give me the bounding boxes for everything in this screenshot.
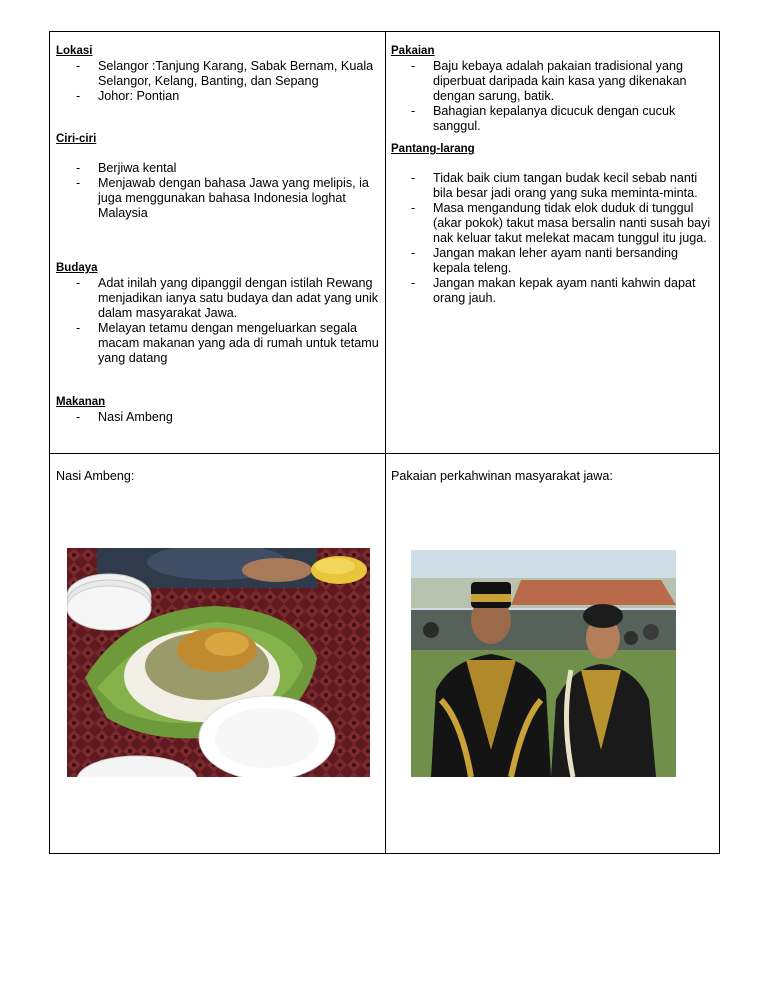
caption-pakaian-perkahwinan: Pakaian perkahwinan masyarakat jawa: — [391, 469, 613, 483]
cell-bottom-left — [56, 469, 381, 484]
heading-ciri-ciri: Ciri-ciri — [56, 133, 97, 145]
list-item: - Menjawab dengan bahasa Jawa yang melipis, ia juga menggunakan bahasa Indonesia loghat Malaysia — [76, 176, 369, 220]
list-item: - Johor: Pontian — [76, 89, 180, 103]
list-item: - Tidak baik cium tangan budak kecil sebab nanti bila besar jadi orang yang suka meminta-minta. — [411, 171, 698, 200]
section-pakaian — [391, 44, 716, 134]
section-pantang-larang — [391, 142, 716, 306]
list-item: - Selangor :Tanjung Karang, Sabak Bernam, Kuala Selangor, Kelang, Banting, dan Sepang — [76, 59, 374, 88]
heading-pantang-larang: Pantang-larang — [391, 143, 475, 155]
section-lokasi — [56, 44, 381, 104]
list-item: - Bahagian kepalanya dicucuk dengan cucuk sanggul. — [411, 104, 676, 133]
section-ciri-ciri — [56, 132, 381, 221]
cell-top-left — [56, 44, 381, 425]
row-divider — [50, 453, 719, 454]
column-divider — [385, 32, 386, 853]
caption-nasi-ambeng: Nasi Ambeng: — [56, 469, 135, 483]
list-item: - Adat inilah yang dipanggil dengan istilah Rewang menjadikan ianya satu budaya dan adat yang unik dalam masyarakat Jawa. — [76, 276, 379, 320]
nasi-ambeng-photo — [67, 548, 370, 777]
document-table — [49, 31, 720, 854]
cell-top-right — [391, 44, 716, 306]
section-makanan — [56, 395, 381, 425]
heading-budaya: Budaya — [56, 262, 98, 274]
section-budaya — [56, 261, 381, 366]
heading-pakaian: Pakaian — [391, 45, 435, 57]
list-item: - Jangan makan kepak ayam nanti kahwin dapat orang jauh. — [411, 276, 696, 305]
list-item: - Melayan tetamu dengan mengeluarkan segala macam makanan yang ada di rumah untuk tetamu yang datang — [76, 321, 379, 365]
heading-lokasi: Lokasi — [56, 45, 93, 57]
list-item: - Masa mengandung tidak elok duduk di tunggul (akar pokok) takut masa bersalin nanti susah bayi nak keluar takut melekat macam tunggul itu juga. — [411, 201, 711, 245]
list-item: - Jangan makan leher ayam nanti bersanding kepala teleng. — [411, 246, 679, 275]
list-item: - Berjiwa kental — [76, 161, 177, 175]
list-item: - Nasi Ambeng — [76, 410, 173, 424]
cell-bottom-right — [391, 469, 716, 484]
heading-makanan: Makanan — [56, 396, 106, 408]
javanese-wedding-photo — [411, 550, 676, 777]
list-item: - Baju kebaya adalah pakaian tradisional yang diperbuat daripada kain kasa yang dikenakan dengan sarung, batik. — [411, 59, 687, 103]
